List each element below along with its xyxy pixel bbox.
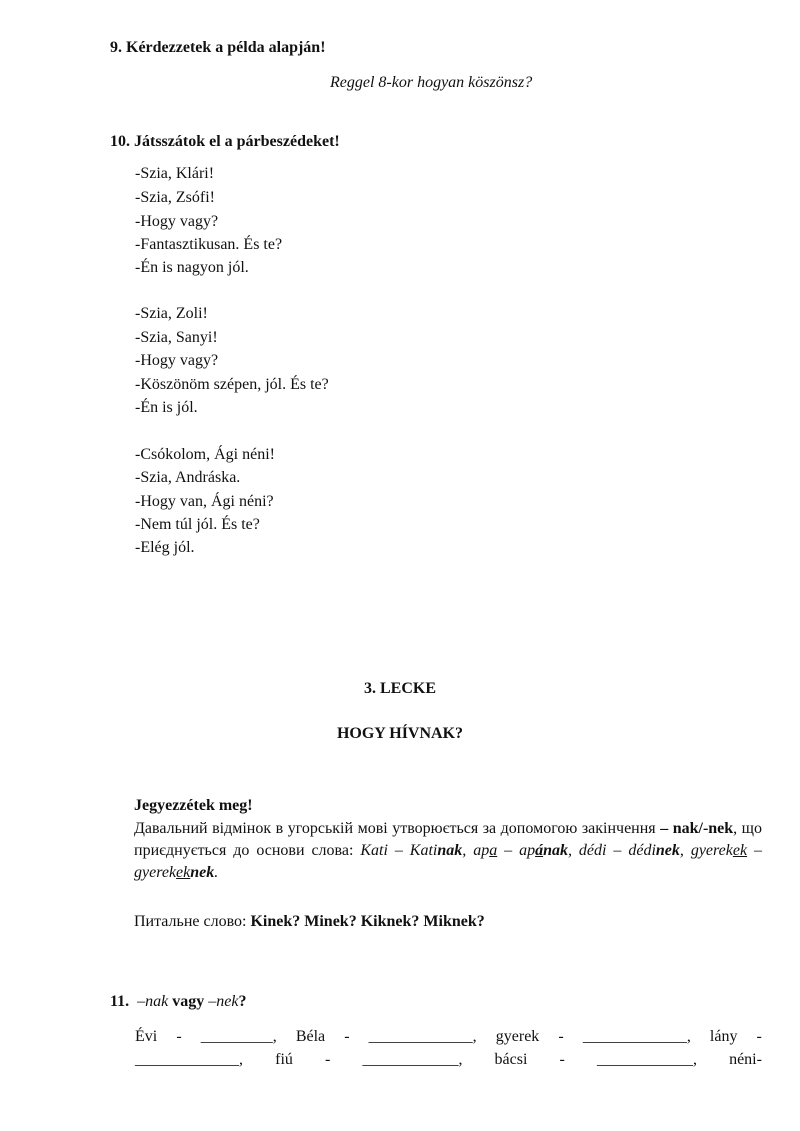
exercise-11-heading [110,993,246,1011]
word: fiú [275,1051,293,1068]
dialog-line: -Hogy vagy? [135,352,219,369]
dialog-line: -Szia, Klári! [135,165,215,182]
dash: - [176,1028,182,1045]
dialog-line: -Csókolom, Ági néni! [135,446,275,463]
suffix-option: –nak [137,993,169,1010]
answer-blank[interactable]: _____________, [135,1051,243,1068]
dialog-line: -Szia, Andráska. [135,469,241,486]
example-word: dédi [578,842,607,859]
word: bácsi [494,1051,528,1068]
exercise-number: 9. [110,39,122,56]
example-word: Kati [360,842,388,859]
example-word: gyerekek [690,842,748,859]
example-dash: – [504,842,513,859]
dash: - [559,1051,565,1068]
word: Évi [135,1028,158,1045]
exercise-title: Játsszátok el a párbeszédeket! [134,133,340,150]
fill-in-row [135,1026,762,1048]
word: gyerek [495,1028,540,1045]
dialog-line: -Hogy van, Ági néni? [135,493,274,510]
separator: , [462,842,467,859]
dialog-line: -Nem túl jól. És te? [135,516,260,533]
dialog-line: -Elég jól. [135,539,195,556]
separator: , [567,842,572,859]
note-text: Давальний відмінок в угорській мові утворюється за допомогою закінчення [134,820,656,837]
example-dash: – [394,842,403,859]
lesson-title: HOGY HÍVNAK? [336,725,464,742]
answer-blank[interactable]: _____________, [368,1028,477,1045]
grammar-note [134,818,762,884]
dash: - [344,1028,350,1045]
dialog-line: -Fantasztikusan. És te? [135,236,283,253]
dialog-line: -Szia, Sanyi! [135,329,218,346]
fill-in-row [135,1049,762,1071]
answer-blank[interactable]: ____________, [362,1051,463,1068]
dialog-line: -Én is jól. [135,399,198,416]
example-word: apa [473,842,498,859]
dialog-line: -Köszönöm szépen, jól. És te? [135,376,329,393]
dialog-line: -Szia, Zoli! [135,305,208,322]
conjunction: vagy [172,993,205,1010]
question-words-line [134,913,485,931]
question-label: Питальне слово: [134,913,247,930]
dialog-line: -Hogy vagy? [135,213,219,230]
example-dash: – [754,842,763,859]
example-word: apának [519,842,568,859]
word: Béla [295,1028,326,1045]
exercise-9-heading [110,39,326,57]
separator: , [679,842,684,859]
suffix-term: nak/-nek [672,820,734,837]
answer-blank[interactable]: _________, [200,1028,277,1045]
word: néni- [729,1051,762,1068]
example-dash: – [613,842,622,859]
example-sentence: Reggel 8-kor hogyan köszönsz? [330,74,533,91]
example-word: dédinek [628,842,680,859]
example-word: Katinak [409,842,463,859]
dash: - [558,1028,564,1045]
example-word: gyerekeknek [134,864,215,881]
word: lány [709,1028,738,1045]
note-text: , що приєднується до основи слова: [134,820,763,859]
exercise-title: Kérdezzetek a példa alapján! [126,39,326,56]
note-dash: – [660,820,669,837]
dash: - [756,1028,762,1045]
answer-blank[interactable]: _____________, [582,1028,691,1045]
note-heading: Jegyezzétek meg! [134,797,253,814]
exercise-number: 11. [110,993,130,1010]
dialog-line: -Én is nagyon jól. [135,259,249,276]
suffix-option: –nek [208,993,239,1010]
dash: - [325,1051,331,1068]
separator: . [214,864,219,881]
exercise-number: 10. [110,133,130,150]
answer-blank[interactable]: ____________, [596,1051,697,1068]
exercise-10-heading [110,133,340,151]
lesson-number: 3. LECKE [363,680,436,697]
question-words: Kinek? Minek? Kiknek? Miknek? [250,913,485,930]
question-mark: ? [238,993,247,1010]
dialog-line: -Szia, Zsófi! [135,189,215,206]
